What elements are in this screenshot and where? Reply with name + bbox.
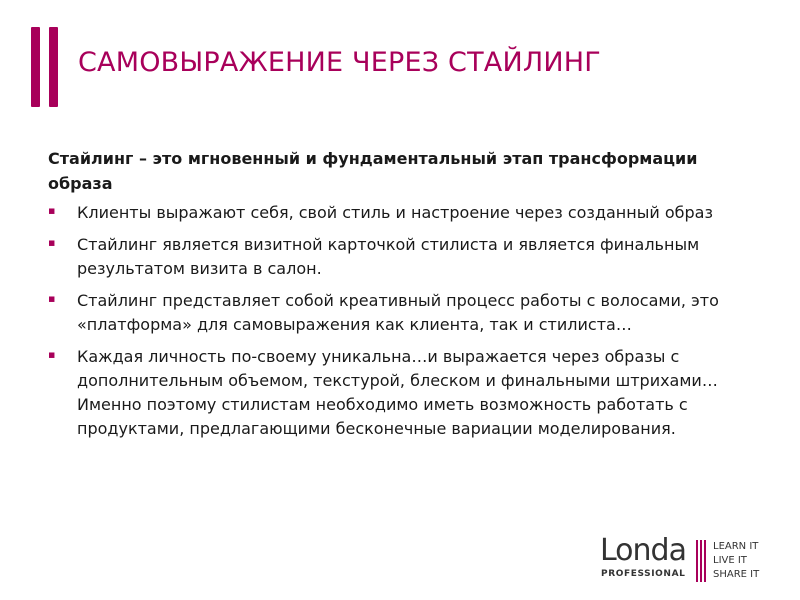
- tagline-learn: LEARN IT: [713, 541, 759, 552]
- bullet-item: [48, 233, 738, 281]
- brand-stripes-icon: [696, 540, 710, 582]
- tagline-share: SHARE IT: [713, 569, 760, 580]
- bullet-item: [48, 201, 738, 225]
- square-bullet-icon: ▪: [48, 236, 56, 249]
- tagline-live: LIVE IT: [713, 555, 747, 566]
- bullet-item: [48, 345, 738, 441]
- bullet-text: Клиенты выражают себя, свой стиль и настроение через созданный образ: [77, 203, 713, 222]
- slide-title: САМОВЫРАЖЕНИЕ ЧЕРЕЗ СТАЙЛИНГ: [78, 47, 601, 78]
- brand-taglines: [713, 540, 785, 582]
- accent-bar-left: [31, 27, 40, 107]
- square-bullet-icon: ▪: [48, 348, 56, 361]
- bullet-item: [48, 289, 738, 337]
- londa-logo: [600, 533, 692, 582]
- title-accent-bars: [31, 27, 61, 107]
- bullet-list: [48, 201, 738, 441]
- bullet-text: Стайлинг является визитной карточкой стилиста и является финальным результатом визита в салон.: [77, 235, 700, 278]
- square-bullet-icon: ▪: [48, 292, 56, 305]
- bullet-text: Стайлинг представляет собой креативный процесс работы с волосами, это «платформа» для самовыражения как клиента, так и стилиста…: [77, 291, 719, 334]
- logo-subtitle: PROFESSIONAL: [601, 569, 686, 579]
- lead-statement: Стайлинг – это мгновенный и фундаментальный этап трансформации образа: [48, 149, 698, 193]
- square-bullet-icon: ▪: [48, 204, 56, 217]
- accent-bar-right: [49, 27, 58, 107]
- brand-block: [600, 533, 785, 585]
- logo-wordmark: Londa: [600, 533, 686, 568]
- slide-content: [48, 146, 738, 449]
- bullet-text: Каждая личность по-своему уникальна…и выражается через образы с дополнительным объемом, текстурой, блеском и финальными штрихами…Именно поэтому стилистам необходимо иметь возможность работать с продуктами, предлагающими бесконечные вариации моделирования.: [77, 347, 718, 438]
